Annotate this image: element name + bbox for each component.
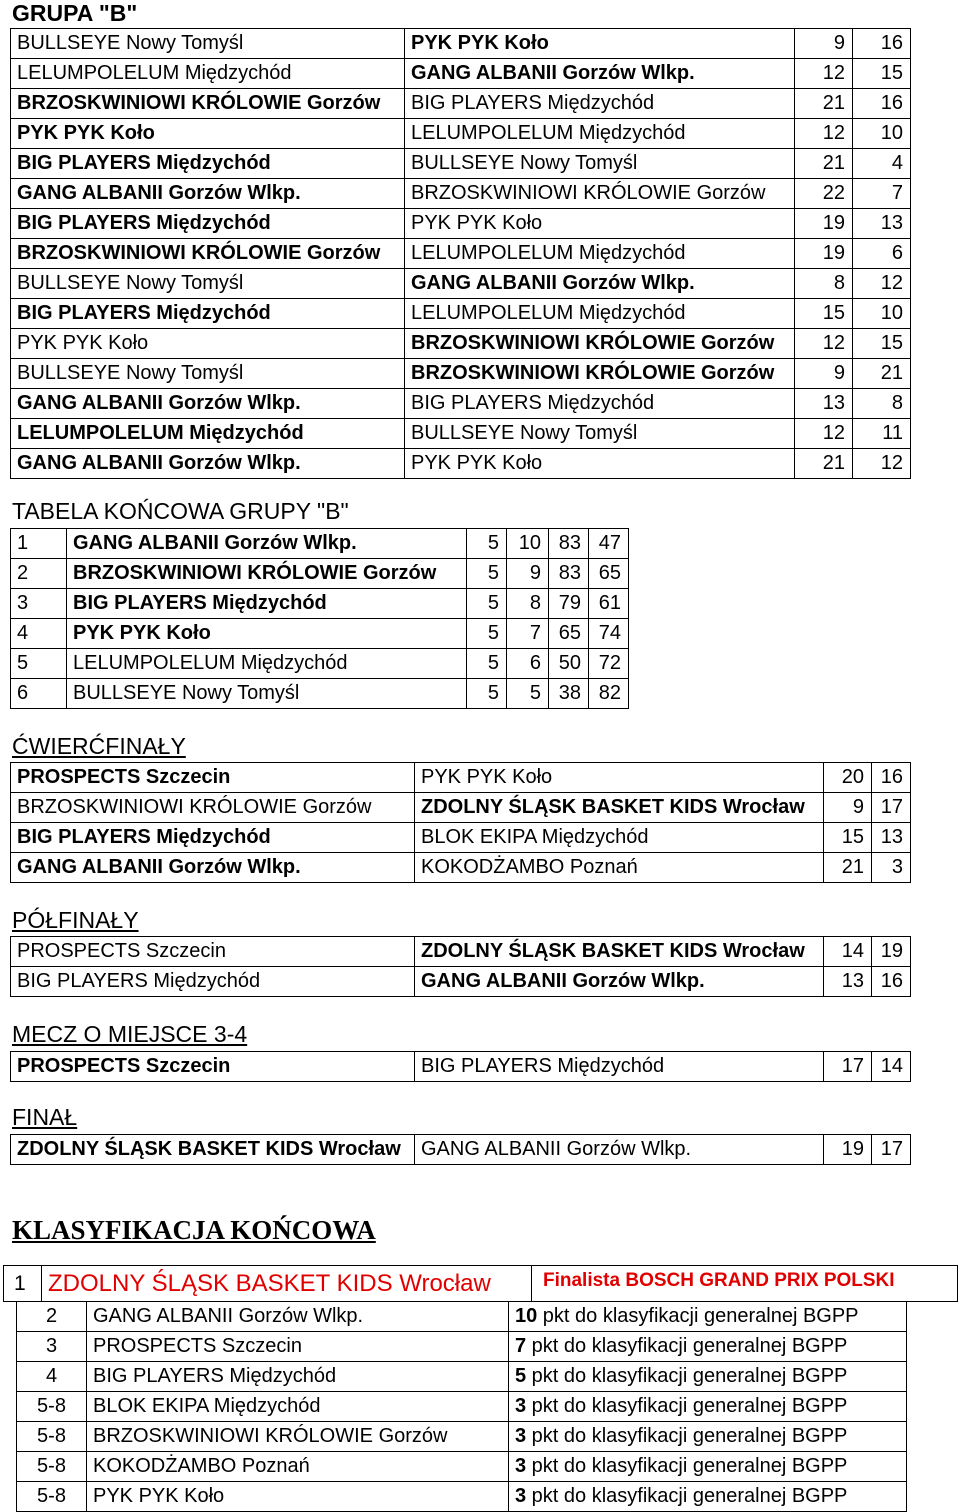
home-team: BRZOSKWINIOWI KRÓLOWIE Gorzów xyxy=(11,239,405,269)
away-team: GANG ALBANII Gorzów Wlkp. xyxy=(405,59,795,89)
home-score: 21 xyxy=(824,853,872,883)
home-team: PYK PYK Koło xyxy=(11,119,405,149)
home-team: GANG ALBANII Gorzów Wlkp. xyxy=(11,179,405,209)
standings-team: PYK PYK Koło xyxy=(67,619,467,649)
standings-conceded: 74 xyxy=(589,619,629,649)
standings-points: 10 xyxy=(507,529,549,559)
home-score: 20 xyxy=(824,763,872,793)
standings-row xyxy=(11,649,629,679)
standings-row xyxy=(11,559,629,589)
away-score: 3 xyxy=(872,853,911,883)
away-team: GANG ALBANII Gorzów Wlkp. xyxy=(405,269,795,299)
away-score: 10 xyxy=(853,119,911,149)
classification-team: BRZOSKWINIOWI KRÓLOWIE Gorzów xyxy=(87,1422,509,1452)
away-team: BRZOSKWINIOWI KRÓLOWIE Gorzów xyxy=(405,179,795,209)
match-row xyxy=(11,239,911,269)
away-team: BIG PLAYERS Międzychód xyxy=(405,89,795,119)
standings-points: 7 xyxy=(507,619,549,649)
standings-points: 8 xyxy=(507,589,549,619)
away-team: BRZOSKWINIOWI KRÓLOWIE Gorzów xyxy=(405,329,795,359)
match-row xyxy=(11,299,911,329)
classification-position: 5-8 xyxy=(17,1452,87,1482)
match-row xyxy=(11,329,911,359)
classification-points xyxy=(509,1392,907,1422)
classification-points-value: 3 xyxy=(515,1455,527,1477)
away-team: BRZOSKWINIOWI KRÓLOWIE Gorzów xyxy=(405,359,795,389)
away-score: 7 xyxy=(853,179,911,209)
classification-team: PROSPECTS Szczecin xyxy=(87,1332,509,1362)
standings-points: 5 xyxy=(507,679,549,709)
match-row xyxy=(11,119,911,149)
home-score: 17 xyxy=(824,1052,872,1082)
standings-played: 5 xyxy=(467,529,507,559)
standings-played: 5 xyxy=(467,679,507,709)
home-score: 8 xyxy=(795,269,853,299)
home-team: GANG ALBANII Gorzów Wlkp. xyxy=(11,853,415,883)
home-score: 15 xyxy=(795,299,853,329)
away-score: 14 xyxy=(872,1052,911,1082)
winner-position: 1 xyxy=(4,1266,42,1302)
classification-points xyxy=(509,1302,907,1332)
standings-played: 5 xyxy=(467,649,507,679)
home-score: 12 xyxy=(795,119,853,149)
away-score: 8 xyxy=(853,389,911,419)
home-team: GANG ALBANII Gorzów Wlkp. xyxy=(11,449,405,479)
semifinals-table xyxy=(10,936,911,997)
home-score: 21 xyxy=(795,89,853,119)
away-team: PYK PYK Koło xyxy=(415,763,824,793)
away-score: 13 xyxy=(872,823,911,853)
home-score: 9 xyxy=(795,29,853,59)
classification-table xyxy=(16,1301,907,1512)
standings-row xyxy=(11,529,629,559)
classification-points xyxy=(509,1332,907,1362)
standings-conceded: 72 xyxy=(589,649,629,679)
standings-row xyxy=(11,589,629,619)
home-team: BRZOSKWINIOWI KRÓLOWIE Gorzów xyxy=(11,89,405,119)
home-score: 12 xyxy=(795,59,853,89)
home-score: 21 xyxy=(795,149,853,179)
standings-team: BULLSEYE Nowy Tomyśl xyxy=(67,679,467,709)
standings-played: 5 xyxy=(467,619,507,649)
standings-conceded: 47 xyxy=(589,529,629,559)
away-team: PYK PYK Koło xyxy=(405,449,795,479)
classification-position: 5-8 xyxy=(17,1422,87,1452)
match-row xyxy=(11,59,911,89)
home-team: LELUMPOLELUM Międzychód xyxy=(11,59,405,89)
away-score: 17 xyxy=(872,793,911,823)
away-score: 17 xyxy=(872,1135,911,1165)
standings-conceded: 65 xyxy=(589,559,629,589)
standings-position: 6 xyxy=(11,679,67,709)
classification-row xyxy=(17,1332,907,1362)
home-team: PROSPECTS Szczecin xyxy=(11,1052,415,1082)
standings-conceded: 82 xyxy=(589,679,629,709)
match-row xyxy=(11,449,911,479)
winner-row xyxy=(4,1266,958,1302)
away-score: 15 xyxy=(853,59,911,89)
home-score: 15 xyxy=(824,823,872,853)
match-row xyxy=(11,853,911,883)
home-score: 9 xyxy=(795,359,853,389)
away-score: 16 xyxy=(853,89,911,119)
classification-points-value: 10 xyxy=(515,1305,538,1327)
home-score: 14 xyxy=(824,937,872,967)
home-team: PYK PYK Koło xyxy=(11,329,405,359)
home-score: 12 xyxy=(795,329,853,359)
standings-points: 9 xyxy=(507,559,549,589)
classification-points-label: pkt do klasyfikacji generalnej BGPP xyxy=(526,1395,848,1417)
classification-row xyxy=(17,1302,907,1332)
standings-table xyxy=(10,528,629,709)
away-team: ZDOLNY ŚLĄSK BASKET KIDS Wrocław xyxy=(415,793,824,823)
standings-played: 5 xyxy=(467,589,507,619)
classification-points-label: pkt do klasyfikacji generalnej BGPP xyxy=(526,1425,848,1447)
winner-note: Finalista BOSCH GRAND PRIX POLSKI xyxy=(532,1266,958,1302)
standings-played: 5 xyxy=(467,559,507,589)
match-row xyxy=(11,269,911,299)
home-team: BULLSEYE Nowy Tomyśl xyxy=(11,29,405,59)
classification-points xyxy=(509,1452,907,1482)
classification-team: BLOK EKIPA Międzychód xyxy=(87,1392,509,1422)
standings-team: BRZOSKWINIOWI KRÓLOWIE Gorzów xyxy=(67,559,467,589)
classification-points-label: pkt do klasyfikacji generalnej BGPP xyxy=(526,1335,848,1357)
final-title: FINAŁ xyxy=(12,1104,78,1130)
home-team: PROSPECTS Szczecin xyxy=(11,937,415,967)
home-team: GANG ALBANII Gorzów Wlkp. xyxy=(11,389,405,419)
classification-points-value: 3 xyxy=(515,1485,527,1507)
match-row xyxy=(11,937,911,967)
home-team: BRZOSKWINIOWI KRÓLOWIE Gorzów xyxy=(11,793,415,823)
home-team: LELUMPOLELUM Międzychód xyxy=(11,419,405,449)
home-team: BIG PLAYERS Międzychód xyxy=(11,967,415,997)
away-score: 19 xyxy=(872,937,911,967)
standings-position: 4 xyxy=(11,619,67,649)
standings-position: 5 xyxy=(11,649,67,679)
match-row xyxy=(11,793,911,823)
classification-points-label: pkt do klasyfikacji generalnej BGPP xyxy=(526,1455,848,1477)
away-score: 16 xyxy=(853,29,911,59)
match-row xyxy=(11,967,911,997)
classification-team: PYK PYK Koło xyxy=(87,1482,509,1512)
home-score: 19 xyxy=(795,239,853,269)
quarterfinals-table xyxy=(10,762,911,883)
standings-scored: 65 xyxy=(549,619,589,649)
match-row xyxy=(11,359,911,389)
semifinals-title: PÓŁFINAŁY xyxy=(12,907,139,933)
away-team: BIG PLAYERS Międzychód xyxy=(405,389,795,419)
match-row xyxy=(11,389,911,419)
match-row xyxy=(11,209,911,239)
standings-team: GANG ALBANII Gorzów Wlkp. xyxy=(67,529,467,559)
away-score: 21 xyxy=(853,359,911,389)
home-team: BULLSEYE Nowy Tomyśl xyxy=(11,359,405,389)
classification-points-value: 7 xyxy=(515,1335,527,1357)
away-team: GANG ALBANII Gorzów Wlkp. xyxy=(415,1135,824,1165)
away-score: 4 xyxy=(853,149,911,179)
standings-scored: 38 xyxy=(549,679,589,709)
away-team: BIG PLAYERS Międzychód xyxy=(415,1052,824,1082)
classification-team: BIG PLAYERS Międzychód xyxy=(87,1362,509,1392)
classification-position: 5-8 xyxy=(17,1392,87,1422)
classification-position: 5-8 xyxy=(17,1482,87,1512)
classification-points-label: pkt do klasyfikacji generalnej BGPP xyxy=(526,1365,848,1387)
home-team: BULLSEYE Nowy Tomyśl xyxy=(11,269,405,299)
standings-team: LELUMPOLELUM Międzychód xyxy=(67,649,467,679)
home-team: ZDOLNY ŚLĄSK BASKET KIDS Wrocław xyxy=(11,1135,415,1165)
group-title: GRUPA "B" xyxy=(12,0,138,26)
standings-points: 6 xyxy=(507,649,549,679)
standings-scored: 83 xyxy=(549,529,589,559)
classification-row xyxy=(17,1452,907,1482)
standings-scored: 50 xyxy=(549,649,589,679)
home-score: 12 xyxy=(795,419,853,449)
match-row xyxy=(11,29,911,59)
classification-points xyxy=(509,1482,907,1512)
classification-team: GANG ALBANII Gorzów Wlkp. xyxy=(87,1302,509,1332)
away-team: PYK PYK Koło xyxy=(405,29,795,59)
away-team: ZDOLNY ŚLĄSK BASKET KIDS Wrocław xyxy=(415,937,824,967)
away-score: 6 xyxy=(853,239,911,269)
classification-row xyxy=(17,1422,907,1452)
match-row xyxy=(11,1052,911,1082)
standings-scored: 83 xyxy=(549,559,589,589)
away-score: 12 xyxy=(853,269,911,299)
away-score: 16 xyxy=(872,967,911,997)
classification-points-value: 5 xyxy=(515,1365,527,1387)
classification-row xyxy=(17,1392,907,1422)
away-score: 10 xyxy=(853,299,911,329)
away-team: LELUMPOLELUM Międzychód xyxy=(405,239,795,269)
winner-table xyxy=(3,1265,958,1302)
home-score: 9 xyxy=(824,793,872,823)
standings-conceded: 61 xyxy=(589,589,629,619)
classification-points-value: 3 xyxy=(515,1395,527,1417)
away-score: 16 xyxy=(872,763,911,793)
home-team: BIG PLAYERS Międzychód xyxy=(11,209,405,239)
home-score: 22 xyxy=(795,179,853,209)
standings-team: BIG PLAYERS Międzychód xyxy=(67,589,467,619)
classification-points-value: 3 xyxy=(515,1425,527,1447)
classification-points xyxy=(509,1362,907,1392)
classification-team: KOKODŻAMBO Poznań xyxy=(87,1452,509,1482)
away-score: 12 xyxy=(853,449,911,479)
away-score: 15 xyxy=(853,329,911,359)
away-team: PYK PYK Koło xyxy=(405,209,795,239)
home-team: BIG PLAYERS Międzychód xyxy=(11,149,405,179)
standings-row xyxy=(11,619,629,649)
third-place-title: MECZ O MIEJSCE 3-4 xyxy=(12,1021,248,1047)
home-team: BIG PLAYERS Międzychód xyxy=(11,299,405,329)
classification-points-label: pkt do klasyfikacji generalnej BGPP xyxy=(537,1305,859,1327)
classification-title: KLASYFIKACJA KOŃCOWA xyxy=(12,1215,376,1245)
standings-title: TABELA KOŃCOWA GRUPY "B" xyxy=(12,498,349,524)
home-score: 13 xyxy=(824,967,872,997)
standings-row xyxy=(11,679,629,709)
away-team: GANG ALBANII Gorzów Wlkp. xyxy=(415,967,824,997)
standings-position: 3 xyxy=(11,589,67,619)
classification-position: 4 xyxy=(17,1362,87,1392)
standings-position: 2 xyxy=(11,559,67,589)
home-team: PROSPECTS Szczecin xyxy=(11,763,415,793)
classification-position: 2 xyxy=(17,1302,87,1332)
match-row xyxy=(11,419,911,449)
away-team: BULLSEYE Nowy Tomyśl xyxy=(405,419,795,449)
classification-points xyxy=(509,1422,907,1452)
match-row xyxy=(11,823,911,853)
home-score: 19 xyxy=(795,209,853,239)
match-row xyxy=(11,1135,911,1165)
classification-row xyxy=(17,1482,907,1512)
away-team: LELUMPOLELUM Międzychód xyxy=(405,299,795,329)
classification-position: 3 xyxy=(17,1332,87,1362)
away-score: 11 xyxy=(853,419,911,449)
away-score: 13 xyxy=(853,209,911,239)
away-team: BLOK EKIPA Międzychód xyxy=(415,823,824,853)
away-team: KOKODŻAMBO Poznań xyxy=(415,853,824,883)
quarterfinals-title: ĆWIERĆFINAŁY xyxy=(12,733,186,759)
home-team: BIG PLAYERS Międzychód xyxy=(11,823,415,853)
group-matches-table xyxy=(10,28,911,479)
standings-scored: 79 xyxy=(549,589,589,619)
standings-position: 1 xyxy=(11,529,67,559)
away-team: BULLSEYE Nowy Tomyśl xyxy=(405,149,795,179)
classification-points-label: pkt do klasyfikacji generalnej BGPP xyxy=(526,1485,848,1507)
match-row xyxy=(11,149,911,179)
home-score: 21 xyxy=(795,449,853,479)
match-row xyxy=(11,179,911,209)
third-place-table xyxy=(10,1051,911,1082)
match-row xyxy=(11,89,911,119)
home-score: 19 xyxy=(824,1135,872,1165)
winner-team: ZDOLNY ŚLĄSK BASKET KIDS Wrocław xyxy=(42,1266,532,1302)
final-table xyxy=(10,1134,911,1165)
classification-row xyxy=(17,1362,907,1392)
away-team: LELUMPOLELUM Międzychód xyxy=(405,119,795,149)
home-score: 13 xyxy=(795,389,853,419)
match-row xyxy=(11,763,911,793)
